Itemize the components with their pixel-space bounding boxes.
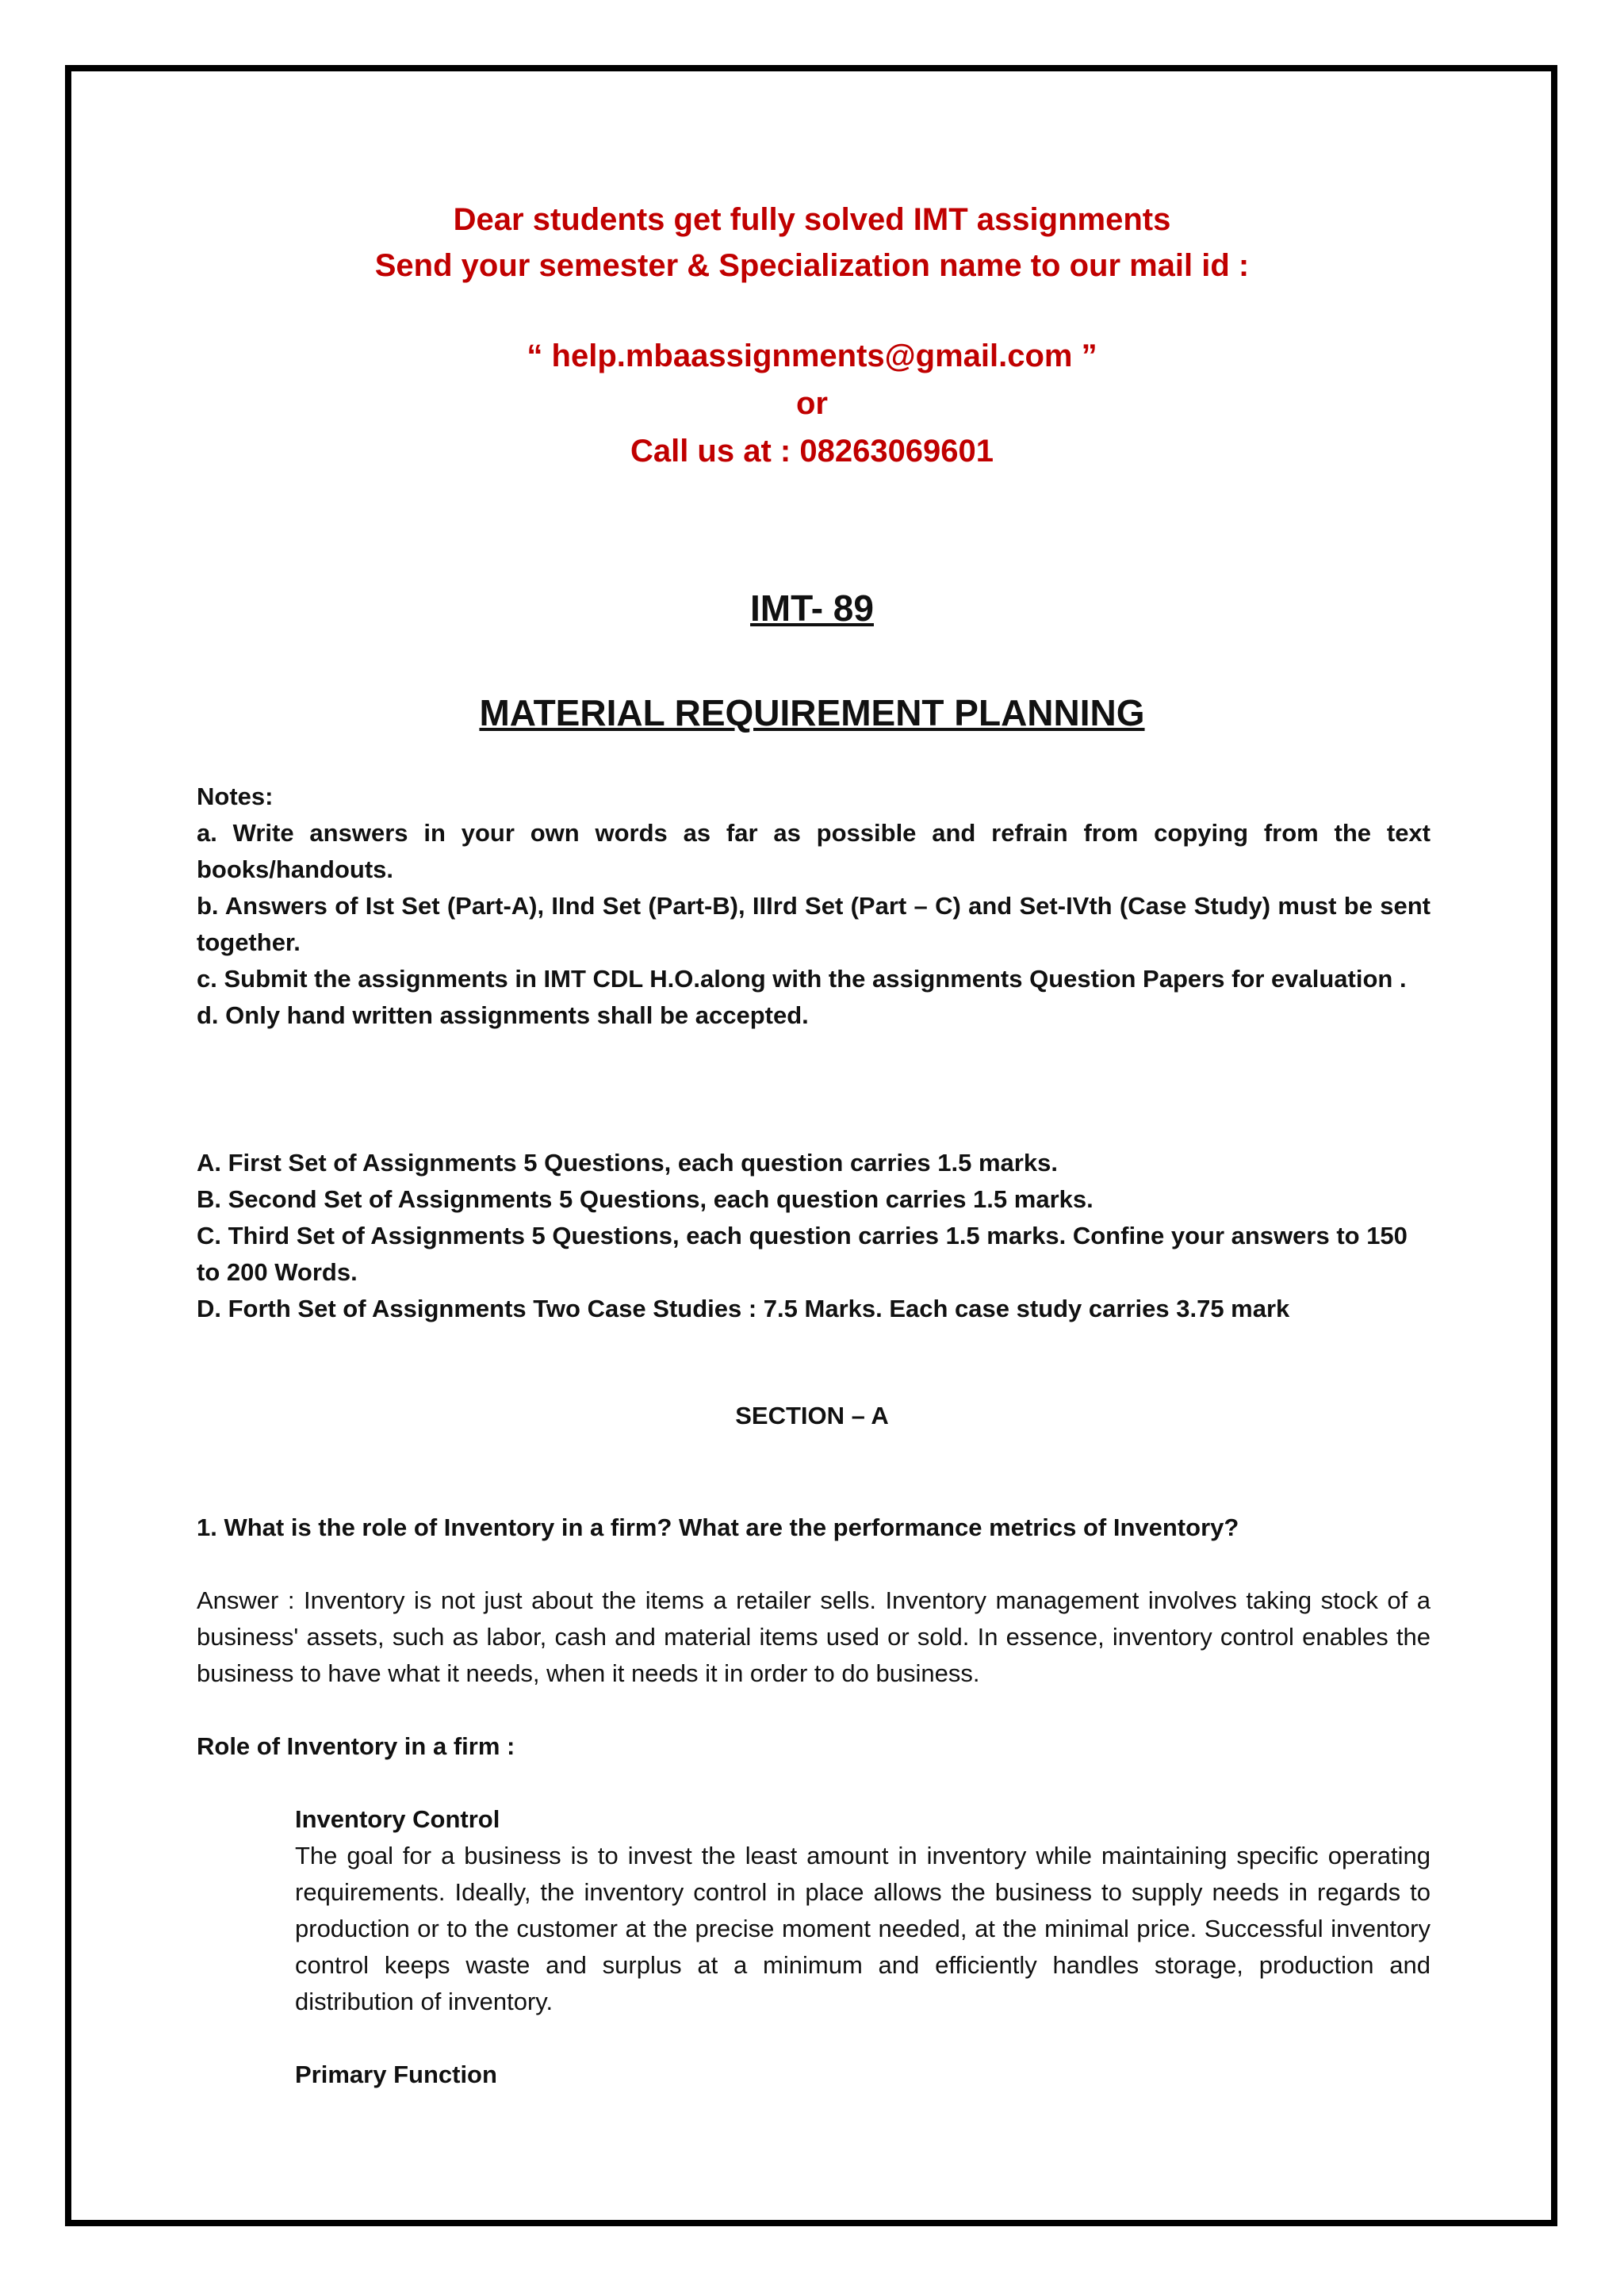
note-item: b. Answers of Ist Set (Part-A), IInd Set (Part-B), IIIrd Set (Part – C) and Set-IVth (Case Study) must be sent together. xyxy=(197,892,1431,956)
question-1: 1. What is the role of Inventory in a firm? What are the performance metrics of Inventory? xyxy=(197,1513,1239,1541)
set-item: D. Forth Set of Assignments Two Case Studies : 7.5 Marks. Each case study carries 3.75 mark xyxy=(197,1295,1290,1322)
section-heading: SECTION – A xyxy=(735,1402,889,1429)
note-item: d. Only hand written assignments shall be accepted. xyxy=(197,1001,809,1029)
assignment-sets xyxy=(197,1145,1431,1327)
promo-or: or xyxy=(796,386,828,421)
primary-function-heading: Primary Function xyxy=(295,2061,497,2088)
inventory-control-heading: Inventory Control xyxy=(295,1805,500,1833)
course-code: IMT- 89 xyxy=(750,587,874,629)
promo-call: Call us at : 08263069601 xyxy=(630,434,994,469)
answer-1: Answer : Inventory is not just about the items a retailer sells. Inventory management involves taking stock of a business' assets, such as labor, cash and material items used or sold. In essence, inventory control enables the business to have what it needs, when it needs it in order to do business. xyxy=(197,1586,1431,1687)
course-title: MATERIAL REQUIREMENT PLANNING xyxy=(479,692,1145,733)
inventory-control-text: The goal for a business is to invest the least amount in inventory while maintaining specific operating requirements. Ideally, the inventory control in place allows the business to supply needs in regards to production or to the customer at the precise moment needed, at the minimal price. Successful inventory control keeps waste and surplus at a minimum and efficiently handles storage, production and distribution of inventory. xyxy=(295,1842,1431,2015)
role-heading: Role of Inventory in a firm : xyxy=(197,1732,515,1760)
set-item: C. Third Set of Assignments 5 Questions, each question carries 1.5 marks. Confine your answers to 150 to 200 Words. xyxy=(197,1222,1408,1286)
promo-line-1: Dear students get fully solved IMT assignments xyxy=(453,202,1171,237)
notes-section xyxy=(197,779,1431,1034)
promo-line-2: Send your semester & Specialization name to our mail id : xyxy=(374,248,1250,283)
set-item: B. Second Set of Assignments 5 Questions, each question carries 1.5 marks. xyxy=(197,1185,1094,1213)
inventory-control-block xyxy=(295,1801,1431,2020)
note-item: c. Submit the assignments in IMT CDL H.O.along with the assignments Question Papers for evaluation . xyxy=(197,965,1407,993)
note-item: a. Write answers in your own words as far as possible and refrain from copying from the text books/handouts. xyxy=(197,819,1431,883)
promo-email: “ help.mbaassignments@gmail.com ” xyxy=(527,339,1097,373)
notes-heading: Notes: xyxy=(197,783,274,810)
set-item: A. First Set of Assignments 5 Questions, each question carries 1.5 marks. xyxy=(197,1149,1058,1177)
